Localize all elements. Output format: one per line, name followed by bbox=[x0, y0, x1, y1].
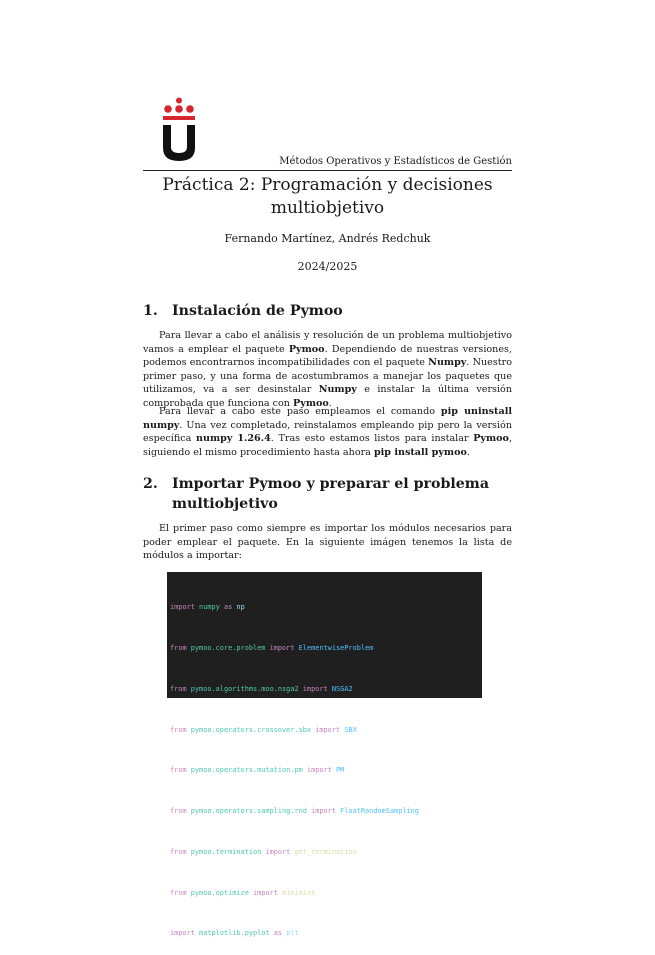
section-2-number: 2. bbox=[143, 476, 158, 492]
logo-u bbox=[163, 125, 195, 161]
section-1-title: Instalación de Pymoo bbox=[172, 303, 343, 319]
header-course-name: Métodos Operativos y Estadísticos de Gestión bbox=[279, 156, 512, 167]
section-2-paragraph-1: El primer paso como siempre es importar los módulos necesarios para poder emplear el paquete. En la siguiente imágen tenemos la lista de módulos a importar: bbox=[143, 523, 512, 561]
page-title: Práctica 2: Programación y decisiones multiobjetivo bbox=[162, 175, 493, 218]
code-line: import matplotlib.pyplot as plt bbox=[170, 929, 299, 938]
section-1-paragraph-2: Para llevar a cabo este paso empleamos el comando pip uninstall numpy. Una vez completado, reinstalamos empleando pip pero la versión específica numpy 1.26.4. Tras esto estamos listos para instalar Pymoo, siguiendo el mismo procedimiento hasta ahora pip install pymoo. bbox=[143, 406, 513, 458]
code-line: from pymoo.optimize import minimize bbox=[170, 888, 316, 897]
section-1-paragraph-1: Para llevar a cabo el análisis y resolución de un problema multiobjetivo vamos a emplear el paquete Pymoo. Dependiendo de nuestras versiones, podemos encontrarnos incompatibilidades con el paquete Numpy. Nuestro primer paso, y una forma de acostumbramos a manejar los paquetes que utilizamos, va a ser desinstalar Numpy e instalar la última versión comprobada que funciona con Pymoo. bbox=[143, 330, 512, 409]
section-2-title: Importar Pymoo y preparar el problema multiobjetivo bbox=[172, 476, 490, 512]
logo-dot-top bbox=[176, 98, 182, 104]
section-1-number: 1. bbox=[143, 303, 158, 319]
section-2-heading bbox=[143, 474, 512, 514]
code-line: from pymoo.operators.sampling.rnd import FloatRandomSampling bbox=[170, 807, 419, 816]
logo-dot-right bbox=[186, 105, 194, 113]
university-logo bbox=[161, 97, 197, 161]
logo-dot-left bbox=[164, 105, 172, 113]
authors: Fernando Martínez, Andrés Redchuk bbox=[224, 232, 431, 245]
logo-dot-center bbox=[175, 105, 183, 113]
code-line: import numpy as np bbox=[170, 603, 245, 612]
date: 2024/2025 bbox=[297, 260, 358, 273]
section-1-heading bbox=[143, 301, 512, 321]
header-rule bbox=[143, 170, 512, 171]
code-line: from pymoo.operators.mutation.pm import PM bbox=[170, 766, 345, 775]
code-image bbox=[167, 572, 482, 938]
code-line: from pymoo.termination import get_termination bbox=[170, 847, 357, 856]
code-line: from pymoo.operators.crossover.sbx import SBX bbox=[170, 725, 357, 734]
code-line: from pymoo.algorithms.moo.nsga2 import NSGA2 bbox=[170, 684, 353, 693]
logo-bar bbox=[163, 116, 195, 120]
code-line: from pymoo.core.problem import ElementwiseProblem bbox=[170, 643, 374, 652]
